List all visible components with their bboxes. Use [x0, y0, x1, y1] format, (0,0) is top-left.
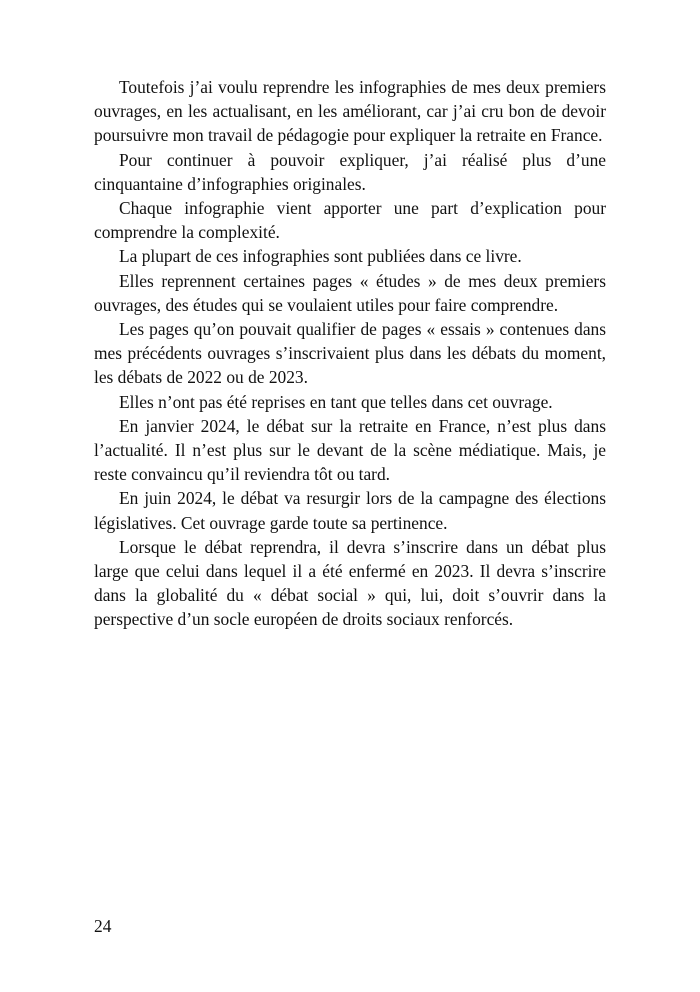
- paragraph: Les pages qu’on pouvait qualifier de pages « essais » contenues dans mes précédents ouvrages s’inscrivaient plus dans les débats du moment, les débats de 2022 ou de 2023.: [94, 319, 606, 388]
- page-number: 24: [94, 916, 112, 936]
- paragraph: Lorsque le débat reprendra, il devra s’inscrire dans un débat plus large que celui dans lequel il a été enfermé en 2023. Il devra s’inscrire dans la globalité du « débat social » qui, lui, doit s’ouvrir dans la perspective d’un socle européen de droits sociaux renforcés.: [94, 536, 606, 630]
- paragraph: Pour continuer à pouvoir expliquer, j’ai réalisé plus d’une cinquantaine d’infographies originales.: [94, 149, 606, 194]
- body-text: [94, 75, 606, 632]
- paragraph: En juin 2024, le débat va resurgir lors de la campagne des élections législatives. Cet ouvrage garde toute sa pertinence.: [94, 488, 606, 533]
- paragraph: En janvier 2024, le débat sur la retraite en France, n’est plus dans l’actualité. Il n’est plus sur le devant de la scène médiatique. Mais, je reste convaincu qu’il reviendra tôt ou tard.: [94, 415, 606, 485]
- paragraph: Elles reprennent certaines pages « études » de mes deux premiers ouvrages, des études qui se voulaient utiles pour faire comprendre.: [94, 270, 606, 315]
- paragraph: Chaque infographie vient apporter une part d’explication pour comprendre la complexité.: [94, 198, 606, 243]
- paragraph: Elles n’ont pas été reprises en tant que telles dans cet ouvrage.: [119, 391, 553, 412]
- paragraph: La plupart de ces infographies sont publiées dans ce livre.: [119, 246, 522, 267]
- paragraph: Toutefois j’ai voulu reprendre les infographies de mes deux premiers ouvrages, en les actualisant, en les améliorant, car j’ai cru bon de devoir poursuivre mon travail de pédagogie pour expliquer la retraite en France.: [94, 77, 606, 146]
